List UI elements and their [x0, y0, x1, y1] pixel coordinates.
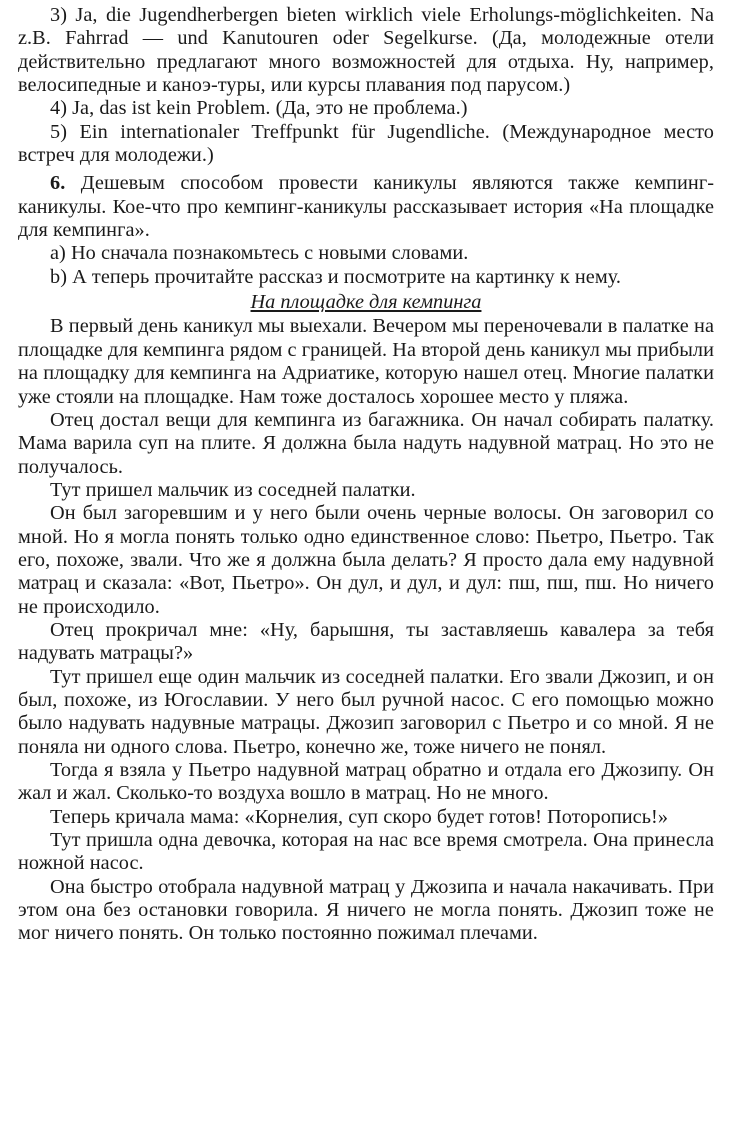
- task-item-a: а) Но сначала познакомьтесь с новыми словами.: [50, 242, 469, 265]
- story-paragraph: В первый день каникул мы выехали. Вечером мы переночевали в палатке на площадке для кемпинга рядом с границей. На второй день каникул мы прибыли на площадку для кемпинга на Адриатике, которую нашел отец. Многие палатки уже стояли на площадке. Нам тоже досталось хорошее место у пляжа.: [18, 315, 714, 408]
- story-paragraph: Отец прокричал мне: «Ну, барышня, ты заставляешь кавалера за тебя надувать матрацы?»: [18, 618, 714, 665]
- answer-4: 4) Ja, das ist kein Problem. (Да, это не проблема.): [50, 97, 468, 120]
- task-item-b: b) А теперь прочитайте рассказ и посмотрите на картинку к нему.: [50, 265, 622, 288]
- story-paragraph: Он был загоревшим и у него были очень черные волосы. Он заговорил со мной. Но я могла понять только одно единственное слово: Пьетро, Пьетро. Так его, похоже, звали. Что же я должна была делать? Я просто дала ему надувной матрац и сказала: «Вот, Пьетро». Он дул, и дул, и дул: пш, пш, пш. Но ничего не происходило.: [18, 502, 714, 618]
- story-paragraph: Тут пришел мальчик из соседней палатки.: [50, 478, 416, 501]
- textbook-page: [18, 4, 714, 946]
- answer-3: 3) Ja, die Jugendherbergen bieten wirklich viele Erholungs-möglichkeiten. Na z.B. Fahrrad — und Kanutouren oder Segelkurse. (Да, молодежные отели действительно предлагают много возможностей для отдыха. Ну, например, велосипедные и каноэ-туры, или курсы плавания под парусом.): [18, 4, 714, 97]
- story-paragraph: Она быстро отобрала надувной матрац у Джозипа и начала накачивать. При этом она без остановки говорила. Я ничего не могла понять. Джозип тоже не мог ничего понять. Он только постоянно пожимал плечами.: [18, 875, 714, 945]
- task-intro-text: Дешевым способом провести каникулы являются также кемпинг-каникулы. Кое-что про кемпинг-каникулы рассказывает история «На площадке для кемпинга».: [18, 172, 714, 242]
- story-paragraph: Теперь кричала мама: «Корнелия, суп скоро будет готов! Поторопись!»: [50, 805, 669, 828]
- story-paragraph: Тогда я взяла у Пьетро надувной матрац обратно и отдала его Джозипу. Он жал и жал. Сколько-то воздуха вошло в матрац. Но не много.: [18, 759, 714, 805]
- story-paragraph: Тут пришел еще один мальчик из соседней палатки. Его звали Джозип, и он был, похоже, из Югославии. У него был ручной насос. С его помощью можно было надувать надувные матрацы. Джозип заговорил с Пьетро и со мной. Я не поняла ни одного слова. Пьетро, конечно же, тоже ничего не понял.: [18, 665, 714, 758]
- story-title: На площадке для кемпинга: [250, 291, 482, 314]
- task-6-intro: [18, 172, 714, 242]
- story-paragraph: Отец достал вещи для кемпинга из багажника. Он начал собирать палатку. Мама варила суп на плите. Я должна была надуть надувной матрац. Но это не получалось.: [18, 408, 714, 478]
- answer-5: 5) Ein internationaler Treffpunkt für Jugendliche. (Международное место встреч для молодежи.): [18, 120, 714, 167]
- story-paragraph: Тут пришла одна девочка, которая на нас все время смотрела. Она принесла ножной насос.: [18, 829, 714, 875]
- task-number: 6.: [50, 172, 66, 195]
